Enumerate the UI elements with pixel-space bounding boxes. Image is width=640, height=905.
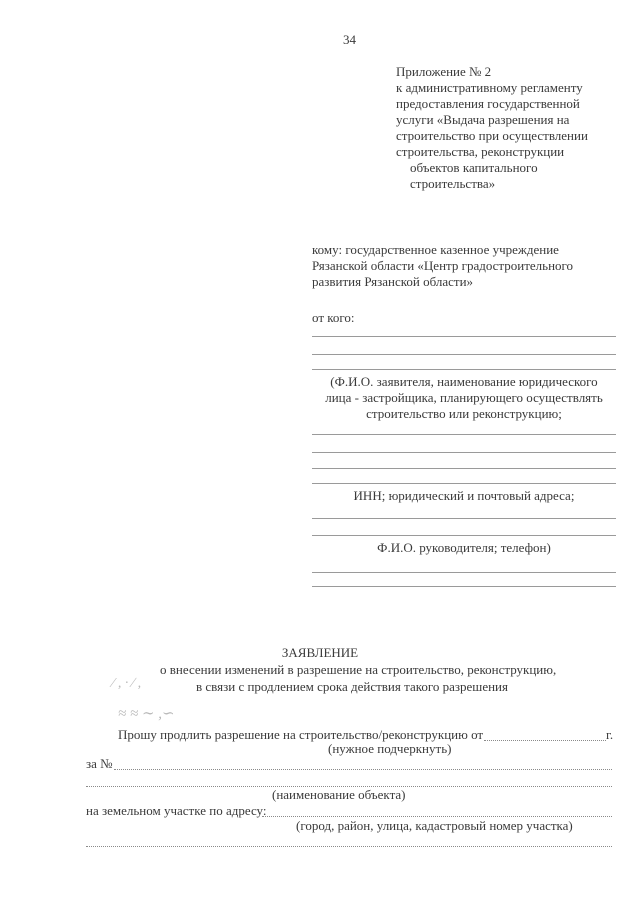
appendix-line: строительство при осуществлении bbox=[396, 128, 588, 143]
sender-hint-1 bbox=[312, 374, 616, 422]
statement-subtitle-2: в связи с продлением срока действия такого разрешения bbox=[196, 679, 508, 694]
statement-subtitle-1: о внесении изменений в разрешение на строительство, реконструкцию, bbox=[160, 662, 557, 677]
appendix-line: объектов капитального bbox=[410, 160, 538, 175]
hint-line: строительство или реконструкцию; bbox=[366, 406, 562, 421]
object-hint: (наименование объекта) bbox=[272, 787, 406, 802]
sender-hint-3: Ф.И.О. руководителя; телефон) bbox=[377, 540, 551, 555]
sender-line[interactable] bbox=[312, 336, 616, 337]
sender-line[interactable] bbox=[312, 483, 616, 484]
sender-line[interactable] bbox=[312, 518, 616, 519]
appendix-block bbox=[396, 64, 588, 192]
sender-line[interactable] bbox=[312, 586, 616, 587]
address-field-continued[interactable] bbox=[86, 846, 612, 847]
appendix-line: строительства, реконструкции bbox=[396, 144, 565, 159]
request-hint: (нужное подчеркнуть) bbox=[328, 741, 452, 756]
address-label: на земельном участке по адресу: bbox=[86, 803, 267, 818]
recipient-line: Рязанской области «Центр градостроительного bbox=[312, 258, 574, 273]
handwritten-mark: ≈ ≈ ∼ ,∽ bbox=[118, 706, 175, 722]
appendix-line: к административному регламенту bbox=[396, 80, 583, 95]
date-field[interactable] bbox=[484, 740, 606, 741]
sender-line[interactable] bbox=[312, 452, 616, 453]
sender-line[interactable] bbox=[312, 354, 616, 355]
hint-line: лица - застройщика, планирующего осуществлять bbox=[325, 390, 603, 405]
recipient-block bbox=[312, 242, 573, 290]
sender-line[interactable] bbox=[312, 369, 616, 370]
sender-line[interactable] bbox=[312, 535, 616, 536]
address-hint: (город, район, улица, кадастровый номер участка) bbox=[296, 818, 573, 833]
year-suffix: г. bbox=[606, 727, 614, 742]
number-field[interactable] bbox=[114, 769, 612, 770]
sender-hint-2: ИНН; юридический и почтовый адреса; bbox=[353, 488, 575, 503]
appendix-line: строительства» bbox=[410, 176, 496, 191]
statement-title: ЗАЯВЛЕНИЕ bbox=[281, 645, 359, 660]
page-number: 34 bbox=[343, 32, 356, 47]
recipient-line: развития Рязанской области» bbox=[312, 274, 474, 289]
sender-line[interactable] bbox=[312, 434, 616, 435]
handwritten-mark: ⁄ , · ∕ , bbox=[112, 676, 142, 691]
sender-line[interactable] bbox=[312, 572, 616, 573]
request-text: Прошу продлить разрешение на строительство/реконструкцию от bbox=[118, 727, 484, 742]
hint-line: (Ф.И.О. заявителя, наименование юридического bbox=[330, 374, 598, 389]
appendix-line: услуги «Выдача разрешения на bbox=[396, 112, 570, 127]
number-label: за № bbox=[86, 756, 113, 771]
sender-label: от кого: bbox=[312, 310, 355, 325]
sender-line[interactable] bbox=[312, 468, 616, 469]
address-field[interactable] bbox=[262, 816, 612, 817]
appendix-line: предоставления государственной bbox=[396, 96, 580, 111]
recipient-line: кому: государственное казенное учреждение bbox=[312, 242, 559, 257]
appendix-line: Приложение № 2 bbox=[396, 64, 492, 79]
